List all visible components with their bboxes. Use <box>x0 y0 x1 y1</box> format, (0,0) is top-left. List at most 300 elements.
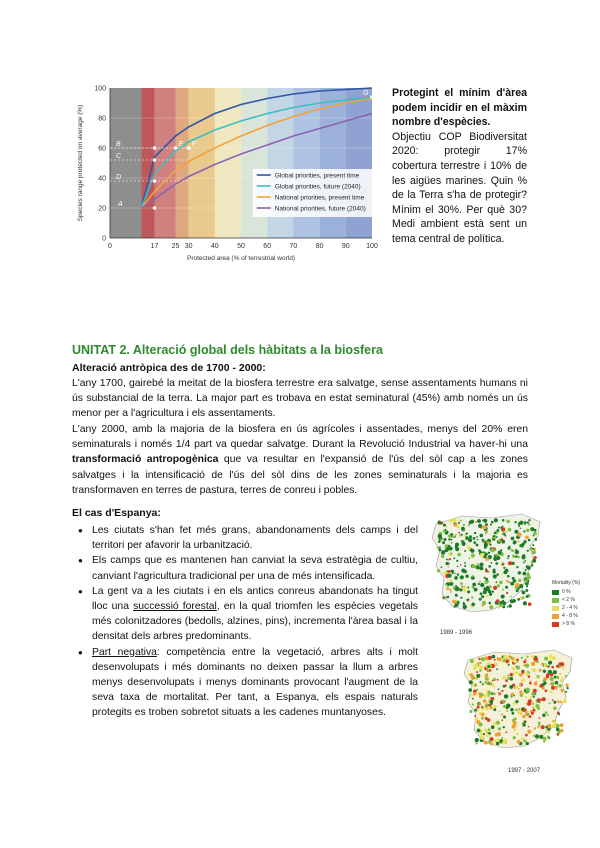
map-mortality-dot <box>533 709 536 712</box>
point-label: A <box>118 201 123 208</box>
map-mortality-dot <box>496 738 499 741</box>
spain-bullet-list <box>72 523 418 721</box>
map-mortality-dot <box>488 740 491 743</box>
map2-caption: 1997 - 2007 <box>508 768 541 774</box>
map-mortality-dot <box>502 700 506 704</box>
map-mortality-dot <box>526 595 529 598</box>
map-mortality-dot <box>523 660 526 663</box>
map-mortality-dot <box>504 694 508 698</box>
y-tick-label: 80 <box>98 115 106 123</box>
map-mortality-dot <box>547 730 550 733</box>
map-mortality-dot <box>447 596 450 599</box>
map-mortality-dot <box>478 549 481 552</box>
map-mortality-dot <box>502 540 506 544</box>
map-mortality-dot <box>519 673 523 677</box>
legend-row <box>552 621 592 627</box>
map-mortality-dot <box>460 520 462 522</box>
map-mortality-dot <box>464 562 466 564</box>
map-mortality-dot <box>446 587 449 590</box>
map-mortality-dot <box>438 521 442 525</box>
map-mortality-dot <box>448 570 451 573</box>
map-mortality-dot <box>472 703 474 705</box>
map-mortality-dot <box>476 720 480 724</box>
map-mortality-dot <box>515 709 518 712</box>
map-mortality-dot <box>530 527 534 531</box>
map-mortality-dot <box>503 567 505 569</box>
map-mortality-dot <box>463 605 467 609</box>
bullet-1-text: Les ciutats s'han fet més grans, abandonaments dels camps i del territori per afavorir la urbanització. <box>92 525 418 552</box>
map-mortality-dot <box>478 524 482 528</box>
map-mortality-dot <box>518 688 520 690</box>
map-mortality-dot <box>539 685 541 687</box>
map-mortality-dot <box>551 666 554 669</box>
map-mortality-dot <box>525 672 529 676</box>
map-mortality-dot <box>470 520 474 524</box>
map-mortality-dot <box>544 664 547 667</box>
x-tick-label: 17 <box>150 243 159 250</box>
map-mortality-dot <box>527 566 531 570</box>
map-mortality-dot <box>506 520 510 524</box>
map-mortality-dot <box>527 550 529 552</box>
map-mortality-dot <box>511 712 514 715</box>
map-mortality-dot <box>498 693 500 695</box>
map-mortality-dot <box>496 581 498 583</box>
y-axis-title: Species range protected on average (%) <box>77 104 84 222</box>
map-mortality-dot <box>480 534 484 538</box>
map-mortality-dot <box>516 530 519 533</box>
map-mortality-dot <box>553 707 556 710</box>
map-mortality-dot <box>443 596 445 598</box>
map-mortality-dot <box>484 696 486 698</box>
map-mortality-dot <box>479 598 482 601</box>
x-axis-title: Protected area (% of terrestrial world) <box>186 255 296 262</box>
map-mortality-dot <box>490 683 493 686</box>
list-item <box>72 645 418 721</box>
map-mortality-dot <box>503 601 507 605</box>
map-mortality-dot <box>528 726 530 728</box>
map-mortality-dot <box>551 686 555 690</box>
map-mortality-dot <box>565 675 567 677</box>
map-mortality-dot <box>521 737 524 740</box>
map-mortality-dot <box>518 522 521 525</box>
map-mortality-dot <box>560 689 563 692</box>
map-mortality-dot <box>477 706 480 709</box>
map-mortality-dot <box>444 538 447 541</box>
map-mortality-dot <box>522 590 524 592</box>
map-mortality-dot <box>473 537 476 540</box>
map-mortality-dot <box>550 690 553 693</box>
map-mortality-dot <box>503 716 506 719</box>
map-mortality-dot <box>454 523 456 525</box>
map-mortality-dot <box>553 701 556 704</box>
map-mortality-dot <box>472 698 474 700</box>
map-mortality-dot <box>441 555 444 558</box>
map-mortality-dot <box>552 679 554 681</box>
x-tick-label: 50 <box>237 243 245 250</box>
map-mortality-dot <box>524 521 527 524</box>
map-mortality-dot <box>513 721 517 725</box>
legend-row <box>552 605 592 611</box>
map-mortality-dot <box>508 659 510 661</box>
map-mortality-dot <box>536 681 538 683</box>
map-mortality-dot <box>547 735 550 738</box>
map-mortality-dot <box>511 549 514 552</box>
map-mortality-dot <box>448 538 450 540</box>
chart-band <box>189 88 215 238</box>
legend-swatch <box>552 598 559 603</box>
map-mortality-dot <box>464 535 466 537</box>
map-mortality-dot <box>534 682 538 686</box>
map-mortality-dot <box>469 710 472 713</box>
section2-heading: El cas d'Espanya: <box>72 507 161 519</box>
map-mortality-dot <box>543 741 545 743</box>
map-mortality-dot <box>526 656 528 658</box>
map-mortality-dot <box>483 551 485 553</box>
map-mortality-dot <box>501 595 505 599</box>
map-mortality-dot <box>472 575 474 577</box>
bullet-2-text: Els camps que es mantenen han canviat la seva estratègia de cultiu, canviant l'agricultura tradicional per una de més intensificada. <box>92 555 418 582</box>
map-mortality-dot <box>534 727 536 729</box>
map-mortality-dot <box>477 519 481 523</box>
map-mortality-dot <box>486 595 489 598</box>
map-mortality-dot <box>541 725 545 729</box>
map-mortality-dot <box>538 722 541 725</box>
bullet-3-c: , en la qual triomfen les espècies vegetals més colonitzadores (bedolls, alzines, pins), incrementa l'àrea basal i la densitat dels arbres predominants. <box>92 601 418 643</box>
map-mortality-dot <box>470 694 473 697</box>
map-mortality-dot <box>480 681 482 683</box>
map-mortality-dot <box>477 539 479 541</box>
map-mortality-dot <box>527 575 531 579</box>
map-mortality-dot <box>493 722 496 725</box>
map-mortality-dot <box>535 734 539 738</box>
map-mortality-dot <box>489 700 493 704</box>
map-mortality-dot <box>482 684 484 686</box>
chart-point <box>153 179 157 183</box>
map-mortality-dot <box>461 534 463 536</box>
map-mortality-dot <box>481 713 485 717</box>
map-mortality-dot <box>491 521 494 524</box>
map-mortality-dot <box>480 592 483 595</box>
map-mortality-dot <box>532 550 536 554</box>
map-mortality-dot <box>499 601 502 604</box>
map-mortality-dot <box>543 670 546 673</box>
map-mortality-dot <box>505 731 507 733</box>
map-mortality-dot <box>506 706 509 709</box>
map-mortality-dot <box>474 588 478 592</box>
map-mortality-dot <box>476 689 478 691</box>
map-mortality-dot <box>498 606 501 609</box>
map-mortality-dot <box>460 564 462 566</box>
map-mortality-dot <box>517 598 520 601</box>
map-mortality-dot <box>484 582 486 584</box>
map-mortality-dot <box>516 589 519 592</box>
map-mortality-dot <box>491 725 495 729</box>
map-mortality-dot <box>561 677 563 679</box>
map-mortality-dot <box>453 557 455 559</box>
map-mortality-dot <box>528 711 530 713</box>
map-mortality-dot <box>481 595 484 598</box>
bullet-3-a: La gent va a les ciutats i en els antics conreus abandonats ha tingut lloc una <box>92 585 418 613</box>
map-mortality-dot <box>483 525 487 529</box>
map-mortality-dot <box>545 726 548 729</box>
map-mortality-dot <box>518 525 520 527</box>
map-mortality-dot <box>522 723 525 726</box>
mortality-legend <box>552 580 592 629</box>
map-mortality-dot <box>449 558 451 560</box>
map-mortality-dot <box>455 587 459 591</box>
map-mortality-dot <box>481 563 484 566</box>
map-mortality-dot <box>510 708 514 712</box>
map-mortality-dot <box>476 536 478 538</box>
map-mortality-dot <box>454 573 456 575</box>
chart-point <box>370 95 374 99</box>
map-mortality-dot <box>525 589 528 592</box>
list-item <box>72 523 418 553</box>
map-mortality-dot <box>492 591 494 593</box>
map-mortality-dot <box>476 544 479 547</box>
map-mortality-dot <box>496 556 500 560</box>
map-mortality-dot <box>556 676 559 679</box>
map-mortality-dot <box>556 665 559 668</box>
map-mortality-dot <box>462 542 466 546</box>
x-tick-label: 90 <box>341 243 350 250</box>
map-mortality-dot <box>514 550 516 552</box>
point-label: D <box>116 174 122 181</box>
map-mortality-dot <box>549 702 551 704</box>
bullet-3-underline: successió forestal <box>133 601 217 613</box>
map-mortality-dot <box>539 735 543 739</box>
map-mortality-dot <box>486 673 488 675</box>
map-mortality-dot <box>503 655 507 659</box>
map-mortality-dot <box>460 582 463 585</box>
map-mortality-dot <box>488 656 492 660</box>
map-mortality-dot <box>548 661 552 665</box>
map-mortality-dot <box>511 537 515 541</box>
y-tick-label: 60 <box>98 145 106 153</box>
map-mortality-dot <box>522 671 525 674</box>
map-mortality-dot <box>512 725 516 729</box>
map-mortality-dot <box>526 742 529 745</box>
map-mortality-dot <box>520 544 524 548</box>
map-mortality-dot <box>493 705 496 708</box>
map-mortality-dot <box>445 549 448 552</box>
map-mortality-dot <box>479 662 482 665</box>
map-mortality-dot <box>446 559 448 561</box>
map-mortality-dot <box>500 549 502 551</box>
map-mortality-dot <box>498 727 501 730</box>
map-mortality-dot <box>465 533 467 535</box>
map-mortality-dot <box>488 728 491 731</box>
map-mortality-dot <box>461 527 465 531</box>
map-mortality-dot <box>450 591 452 593</box>
map-mortality-dot <box>557 700 559 702</box>
map-mortality-dot <box>460 597 462 599</box>
map-mortality-dot <box>461 569 465 573</box>
map-mortality-dot <box>468 600 470 602</box>
map-mortality-dot <box>524 560 526 562</box>
map-mortality-dot <box>493 692 496 695</box>
map-mortality-dot <box>492 680 494 682</box>
chart-point <box>153 206 157 210</box>
map-mortality-dot <box>470 673 474 677</box>
map-mortality-dot <box>518 587 520 589</box>
map-mortality-dot <box>524 578 526 580</box>
section1-heading: Alteració antròpica des de 1700 - 2000: <box>72 362 266 374</box>
map-mortality-dot <box>553 722 556 725</box>
map-mortality-dot <box>525 569 527 571</box>
map-mortality-dot <box>453 534 456 537</box>
map-mortality-dot <box>480 553 484 557</box>
map-mortality-dot <box>526 529 529 532</box>
map-mortality-dot <box>510 582 514 586</box>
map-mortality-dot <box>443 524 446 527</box>
legend-label: National priorities, present time <box>274 194 365 202</box>
map-mortality-dot <box>563 699 567 703</box>
legend-swatch <box>552 622 559 627</box>
map-mortality-dot <box>476 565 480 569</box>
map-mortality-dot <box>474 532 476 534</box>
map-mortality-dot <box>544 657 548 661</box>
map-mortality-dot <box>518 708 520 710</box>
map-mortality-dot <box>493 569 496 572</box>
map-mortality-dot <box>501 714 503 716</box>
chart-point <box>153 146 157 150</box>
map-mortality-dot <box>497 679 499 681</box>
map-mortality-dot <box>441 566 443 568</box>
map-mortality-dot <box>510 596 512 598</box>
map-mortality-dot <box>455 547 459 551</box>
map-mortality-dot <box>493 574 497 578</box>
map-mortality-dot <box>517 710 521 714</box>
map-mortality-dot <box>499 581 503 585</box>
map-mortality-dot <box>484 657 488 661</box>
map-mortality-dot <box>497 732 501 736</box>
map-mortality-dot <box>472 583 476 587</box>
map-mortality-dot <box>505 586 508 589</box>
map-mortality-dot <box>537 726 539 728</box>
point-label: E <box>178 141 184 148</box>
map-mortality-dot <box>437 546 440 549</box>
map-mortality-dot <box>526 585 528 587</box>
map-mortality-dot <box>516 566 518 568</box>
map-mortality-dot <box>528 539 531 542</box>
map-mortality-dot <box>529 715 532 718</box>
map-mortality-dot <box>565 691 567 693</box>
map-mortality-dot <box>487 691 491 695</box>
map-mortality-dot <box>507 558 509 560</box>
map-mortality-dot <box>486 731 488 733</box>
map-mortality-dot <box>512 667 515 670</box>
map-mortality-dot <box>480 693 483 696</box>
map-mortality-dot <box>533 658 535 660</box>
map-mortality-dot <box>503 726 505 728</box>
map-mortality-dot <box>450 533 453 536</box>
map-mortality-dot <box>472 683 475 686</box>
map-mortality-dot <box>559 662 562 665</box>
chart-point <box>174 146 178 150</box>
map-mortality-dot <box>480 583 484 587</box>
map-mortality-dot <box>521 678 525 682</box>
map-mortality-dot <box>485 557 489 561</box>
x-tick-label: 70 <box>289 243 298 250</box>
map-mortality-dot <box>511 693 514 696</box>
map-mortality-dot <box>463 589 466 592</box>
map-mortality-dot <box>525 688 529 692</box>
map-mortality-dot <box>532 668 534 670</box>
map-mortality-dot <box>527 713 530 716</box>
map-mortality-dot <box>496 742 500 746</box>
map-mortality-dot <box>471 603 475 607</box>
map-mortality-dot <box>480 732 484 736</box>
map-mortality-dot <box>532 703 535 706</box>
x-tick-label: 30 <box>184 243 193 250</box>
map-mortality-dot <box>458 522 460 524</box>
map-mortality-dot <box>484 681 486 683</box>
map-mortality-dot <box>469 680 473 684</box>
map-mortality-dot <box>478 658 480 660</box>
side-heading: Protegint el mínim d'àrea podem incidir en el màxim nombre d'espècies. <box>392 87 527 129</box>
map-mortality-dot <box>494 662 497 665</box>
map-mortality-dot <box>501 737 503 739</box>
unit-title: UNITAT 2. Alteració global dels hàbitats a la biosfera <box>72 343 383 357</box>
map-mortality-dot <box>496 536 498 538</box>
map-mortality-dot <box>441 550 445 554</box>
map-mortality-dot <box>534 538 537 541</box>
map-mortality-dot <box>489 669 492 672</box>
chart-point <box>187 146 191 150</box>
map-mortality-dot <box>477 709 479 711</box>
map-mortality-dot <box>469 557 471 559</box>
map-mortality-dot <box>557 712 560 715</box>
bullet-4-b: : competència entre la vegetació, arbres alts i molt desenvolupats i més dominants no deixen passar la llum a arbres menys desenvolupats i menys dominants provocant l'augment de la seva taxa de mortalitat. Per tant, a Espanya, els espais naturals protegits es troben sobretot situats a les cadenes muntanyoses. <box>92 646 419 719</box>
map1-caption: 1989 - 1996 <box>440 630 473 636</box>
map-mortality-dot <box>475 521 477 523</box>
map-mortality-dot <box>452 600 456 604</box>
map-mortality-dot <box>464 550 466 552</box>
map-mortality-dot <box>508 528 512 532</box>
map-mortality-dot <box>514 729 517 732</box>
map-mortality-dot <box>496 668 498 670</box>
map-mortality-dot <box>554 720 556 722</box>
map-mortality-dot <box>502 563 504 565</box>
map-mortality-dot <box>469 535 472 538</box>
map-mortality-dot <box>555 681 559 685</box>
map-mortality-dot <box>519 683 521 685</box>
map-mortality-dot <box>562 666 565 669</box>
map-mortality-dot <box>523 601 527 605</box>
map-mortality-dot <box>467 587 469 589</box>
map-mortality-dot <box>522 572 526 576</box>
map-mortality-dot <box>462 585 466 589</box>
map-mortality-dot <box>484 728 487 731</box>
map-mortality-dot <box>522 715 526 719</box>
map-mortality-dot <box>516 733 519 736</box>
map-mortality-dot <box>547 714 549 716</box>
map-mortality-dot <box>503 705 506 708</box>
map-mortality-dot <box>485 569 488 572</box>
y-tick-label: 100 <box>94 85 106 93</box>
map-mortality-dot <box>517 532 521 536</box>
map-mortality-dot <box>457 553 461 557</box>
map-mortality-dot <box>552 720 554 722</box>
map-mortality-dot <box>519 584 523 588</box>
map-mortality-dot <box>543 677 545 679</box>
map-mortality-dot <box>496 529 499 532</box>
map-mortality-dot <box>476 677 478 679</box>
map-mortality-dot <box>452 572 454 574</box>
map-mortality-dot <box>478 583 480 585</box>
point-label: G <box>363 90 369 97</box>
